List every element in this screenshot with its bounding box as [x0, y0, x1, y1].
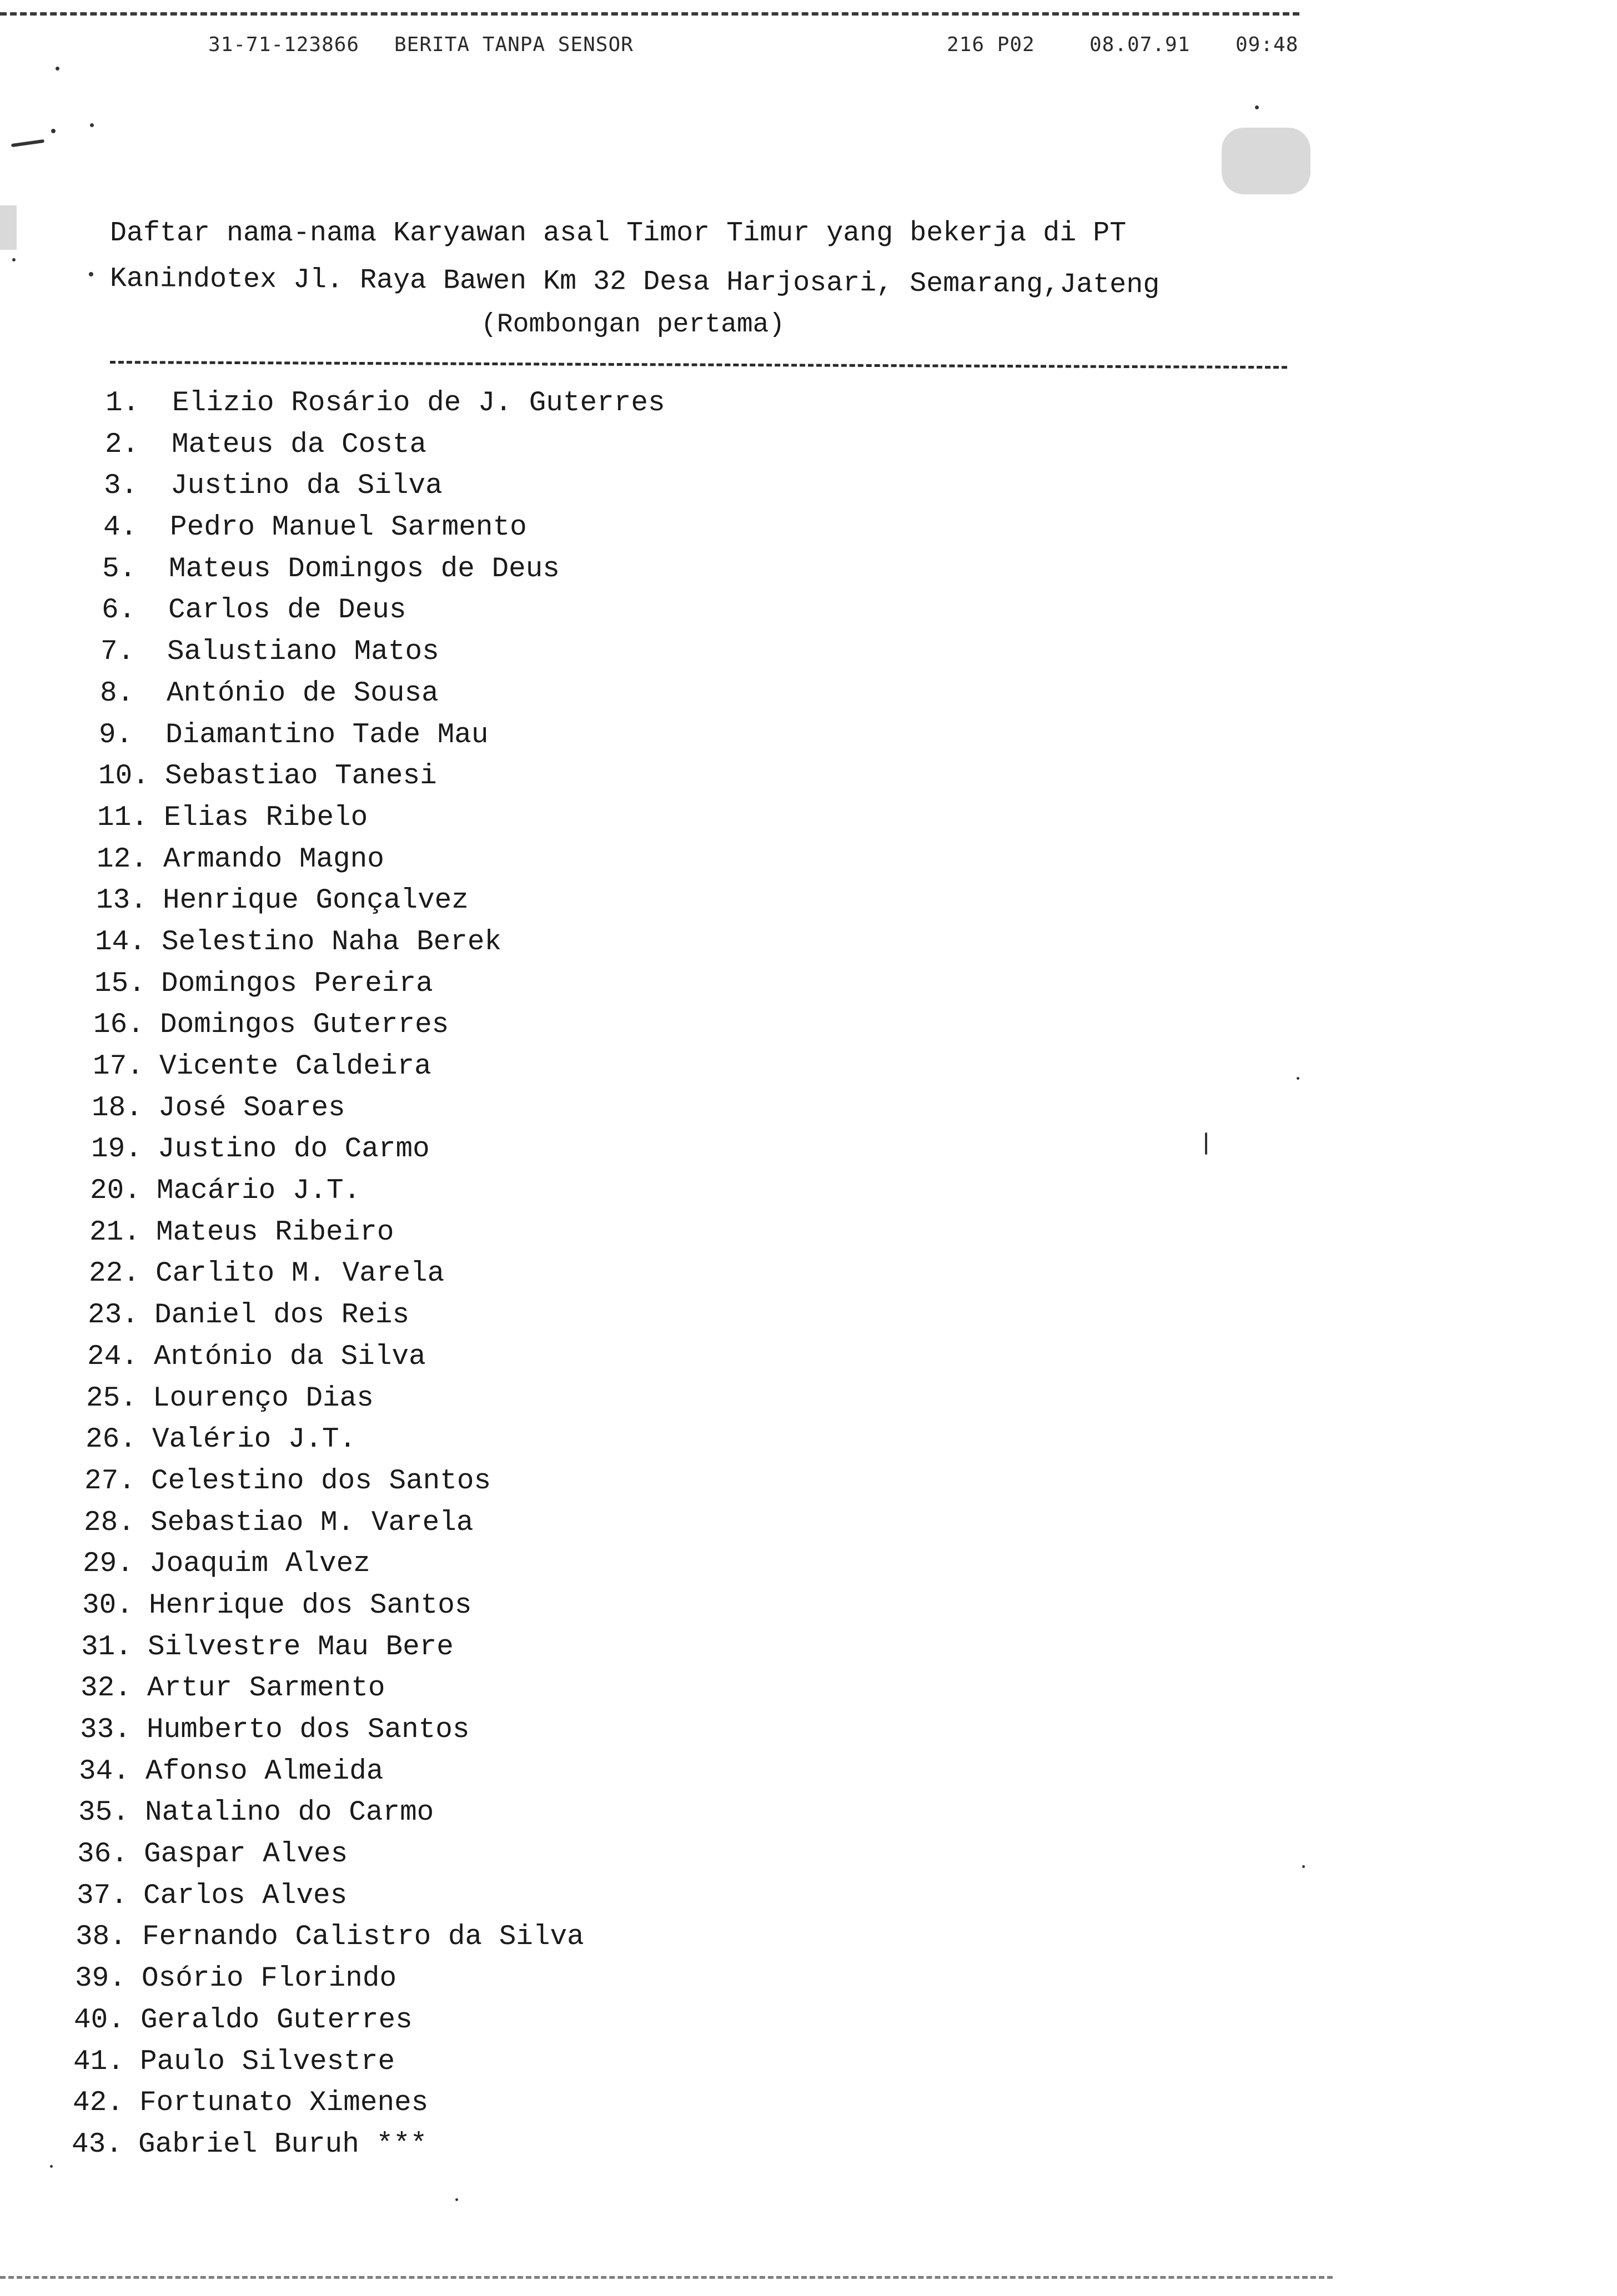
employee-number: 2. [105, 429, 139, 461]
employee-list-item [104, 466, 665, 507]
fax-time: 09:48 [1236, 33, 1299, 56]
scan-mark [11, 139, 44, 147]
scan-speck [89, 272, 93, 276]
employee-list-item [86, 1419, 665, 1461]
fax-page-number: 216 P02 [947, 33, 1035, 56]
employee-number: 31. [81, 1631, 132, 1663]
employee-list-item [89, 1253, 665, 1295]
employee-list-item [75, 1958, 665, 2000]
employee-list-item [86, 1378, 665, 1420]
employee-list-item [73, 2042, 665, 2083]
employee-number: 30. [82, 1589, 133, 1622]
employee-list-item [88, 1295, 665, 1337]
employee-list-item [79, 1751, 665, 1793]
employee-name: Henrique Gonçalvez [163, 885, 469, 917]
employee-list-item [89, 1212, 665, 1254]
document-subtitle: (Rombongan pertama) [481, 310, 785, 340]
employee-name: Elizio Rosário de J. Guterres [172, 387, 665, 419]
employee-name: Domingos Pereira [161, 968, 433, 1000]
employee-list [72, 383, 665, 2166]
employee-number: 20. [90, 1175, 141, 1207]
employee-list-item [97, 798, 665, 839]
employee-name: Macário J.T. [157, 1175, 361, 1207]
employee-list-item [83, 1544, 665, 1585]
employee-name: Lourenço Dias [153, 1382, 374, 1414]
scan-smudge [1222, 128, 1310, 194]
employee-name: Mateus da Costa [172, 429, 427, 461]
employee-name: Artur Sarmento [147, 1673, 385, 1705]
employee-number: 32. [81, 1673, 132, 1705]
employee-name: Afonso Almeida [145, 1755, 384, 1788]
employee-list-item [102, 590, 665, 632]
employee-number: 43. [72, 2128, 123, 2161]
employee-name: Diamantino Tade Mau [165, 719, 489, 751]
scan-smudge [0, 205, 17, 250]
employee-name: Justino do Carmo [158, 1134, 430, 1166]
employee-name: Geraldo Guterres [140, 2004, 413, 2036]
employee-name: Selestino Naha Berek [162, 926, 502, 958]
employee-list-item [94, 964, 665, 1005]
scan-mark [1205, 1132, 1207, 1155]
scan-speck [50, 2165, 53, 2168]
employee-list-item [93, 1005, 665, 1046]
employee-number: 14. [95, 926, 146, 958]
employee-number: 23. [88, 1300, 139, 1332]
employee-list-item [98, 756, 665, 798]
employee-name: Domingos Guterres [160, 1009, 449, 1041]
employee-number: 34. [79, 1755, 130, 1788]
employee-name: Carlos de Deus [168, 595, 406, 627]
employee-number: 19. [91, 1134, 142, 1166]
document-title [110, 211, 1332, 348]
employee-number: 39. [75, 1963, 126, 1995]
employee-name: Valério J.T. [152, 1424, 356, 1456]
employee-name: Justino da Silva [170, 470, 443, 502]
employee-list-item [97, 839, 665, 881]
employee-list-item [81, 1627, 665, 1669]
title-line-2: Kanindotex Jl. Raya Bawen Km 32 Desa Harjosari, Semarang,Jateng [109, 263, 1160, 301]
employee-number: 41. [73, 2046, 124, 2078]
scan-speck [1302, 1865, 1305, 1868]
employee-list-item [102, 549, 665, 591]
title-dashed-rule [110, 361, 1287, 369]
employee-number: 10. [98, 761, 149, 793]
scan-speck [56, 67, 59, 71]
employee-list-item [95, 922, 665, 964]
employee-name: Mateus Domingos de Deus [169, 553, 560, 585]
employee-list-item [84, 1503, 665, 1544]
employee-number: 12. [97, 843, 148, 875]
employee-number: 1. [106, 387, 140, 419]
employee-number: 3. [104, 470, 138, 502]
employee-number: 37. [77, 1880, 128, 1912]
employee-name: Mateus Ribeiro [156, 1216, 394, 1248]
scan-speck [51, 129, 56, 133]
employee-name: Carlos Alves [143, 1880, 348, 1912]
employee-number: 25. [86, 1382, 137, 1414]
employee-name: Humberto dos Santos [147, 1714, 470, 1746]
employee-number: 26. [86, 1424, 137, 1456]
employee-number: 38. [76, 1921, 127, 1953]
employee-list-item [105, 425, 665, 466]
employee-list-item [91, 1129, 665, 1171]
employee-number: 24. [87, 1341, 138, 1373]
employee-name: António da Silva [154, 1341, 426, 1373]
employee-list-item [87, 1337, 665, 1378]
fax-sender-title: BERITA TANPA SENSOR [394, 33, 634, 56]
employee-list-item [92, 1088, 665, 1130]
employee-number: 5. [102, 553, 137, 585]
employee-number: 27. [84, 1465, 135, 1497]
employee-list-item [77, 1834, 665, 1876]
employee-number: 29. [83, 1548, 134, 1580]
employee-list-item [82, 1585, 665, 1627]
employee-name: Gabriel Buruh *** [138, 2128, 428, 2161]
employee-list-item [93, 1046, 665, 1088]
employee-name: Fortunato Ximenes [139, 2087, 429, 2119]
employee-list-item [103, 507, 665, 549]
employee-name: Joaquim Alvez [149, 1548, 370, 1580]
employee-list-item [101, 632, 665, 673]
fax-number: 31-71-123866 [208, 33, 360, 56]
employee-list-item [74, 2000, 665, 2042]
employee-name: António de Sousa [167, 677, 439, 709]
employee-number: 8. [100, 677, 134, 709]
employee-number: 40. [74, 2004, 125, 2036]
employee-number: 4. [103, 512, 138, 544]
employee-number: 11. [97, 802, 148, 834]
employee-name: José Soares [158, 1092, 345, 1124]
employee-number: 22. [89, 1258, 140, 1290]
employee-name: Pedro Manuel Sarmento [170, 512, 527, 544]
employee-name: Silvestre Mau Bere [148, 1631, 454, 1663]
employee-number: 15. [94, 968, 145, 1000]
employee-name: Armando Magno [163, 843, 384, 875]
employee-list-item [81, 1668, 665, 1710]
employee-name: Celestino dos Santos [151, 1465, 491, 1497]
employee-list-item [96, 880, 665, 922]
title-line-1: Daftar nama-nama Karyawan asal Timor Timur yang bekerja di PT [110, 218, 1127, 249]
employee-number: 21. [89, 1216, 140, 1248]
employee-list-item [78, 1793, 665, 1834]
scan-speck [12, 258, 16, 261]
employee-name: Osório Florindo [142, 1963, 397, 1995]
scan-speck [1255, 105, 1259, 109]
employee-name: Vicente Caldeira [159, 1051, 431, 1082]
employee-list-item [106, 383, 665, 425]
employee-number: 17. [93, 1051, 144, 1082]
employee-name: Sebastiao M. Varela [150, 1507, 474, 1539]
employee-list-item [76, 1917, 665, 1958]
employee-list-item [90, 1171, 665, 1212]
employee-list-item [73, 2083, 665, 2124]
employee-list-item [100, 673, 665, 715]
employee-number: 7. [101, 636, 135, 668]
employee-name: Henrique dos Santos [149, 1589, 472, 1622]
employee-list-item [99, 715, 665, 757]
employee-number: 13. [96, 885, 147, 917]
employee-name: Fernando Calistro da Silva [142, 1921, 584, 1953]
fax-date: 08.07.91 [1089, 33, 1191, 56]
scan-speck [90, 123, 94, 127]
employee-name: Elias Ribelo [164, 802, 368, 834]
employee-list-item [77, 1876, 665, 1917]
employee-name: Daniel dos Reis [154, 1300, 410, 1332]
employee-list-item [80, 1710, 665, 1751]
employee-name: Gaspar Alves [144, 1839, 348, 1871]
employee-name: Paulo Silvestre [140, 2046, 395, 2078]
employee-number: 28. [84, 1507, 135, 1539]
employee-list-item [84, 1461, 665, 1503]
top-dashed-rule [0, 12, 1299, 16]
employee-number: 18. [92, 1092, 143, 1124]
employee-name: Salustiano Matos [167, 636, 439, 668]
bottom-dashed-rule [0, 2276, 1333, 2279]
employee-number: 9. [99, 719, 133, 751]
fax-header [0, 33, 1333, 67]
scan-speck [455, 2198, 458, 2201]
employee-number: 35. [78, 1797, 129, 1829]
scan-speck [1297, 1077, 1299, 1080]
employee-number: 33. [80, 1714, 131, 1746]
employee-number: 42. [73, 2087, 124, 2119]
employee-name: Carlito M. Varela [155, 1258, 445, 1290]
employee-list-item [72, 2124, 665, 2166]
employee-number: 36. [77, 1839, 128, 1871]
employee-name: Natalino do Carmo [145, 1797, 434, 1829]
employee-number: 16. [93, 1009, 144, 1041]
employee-number: 6. [102, 595, 136, 627]
employee-name: Sebastiao Tanesi [165, 761, 437, 793]
